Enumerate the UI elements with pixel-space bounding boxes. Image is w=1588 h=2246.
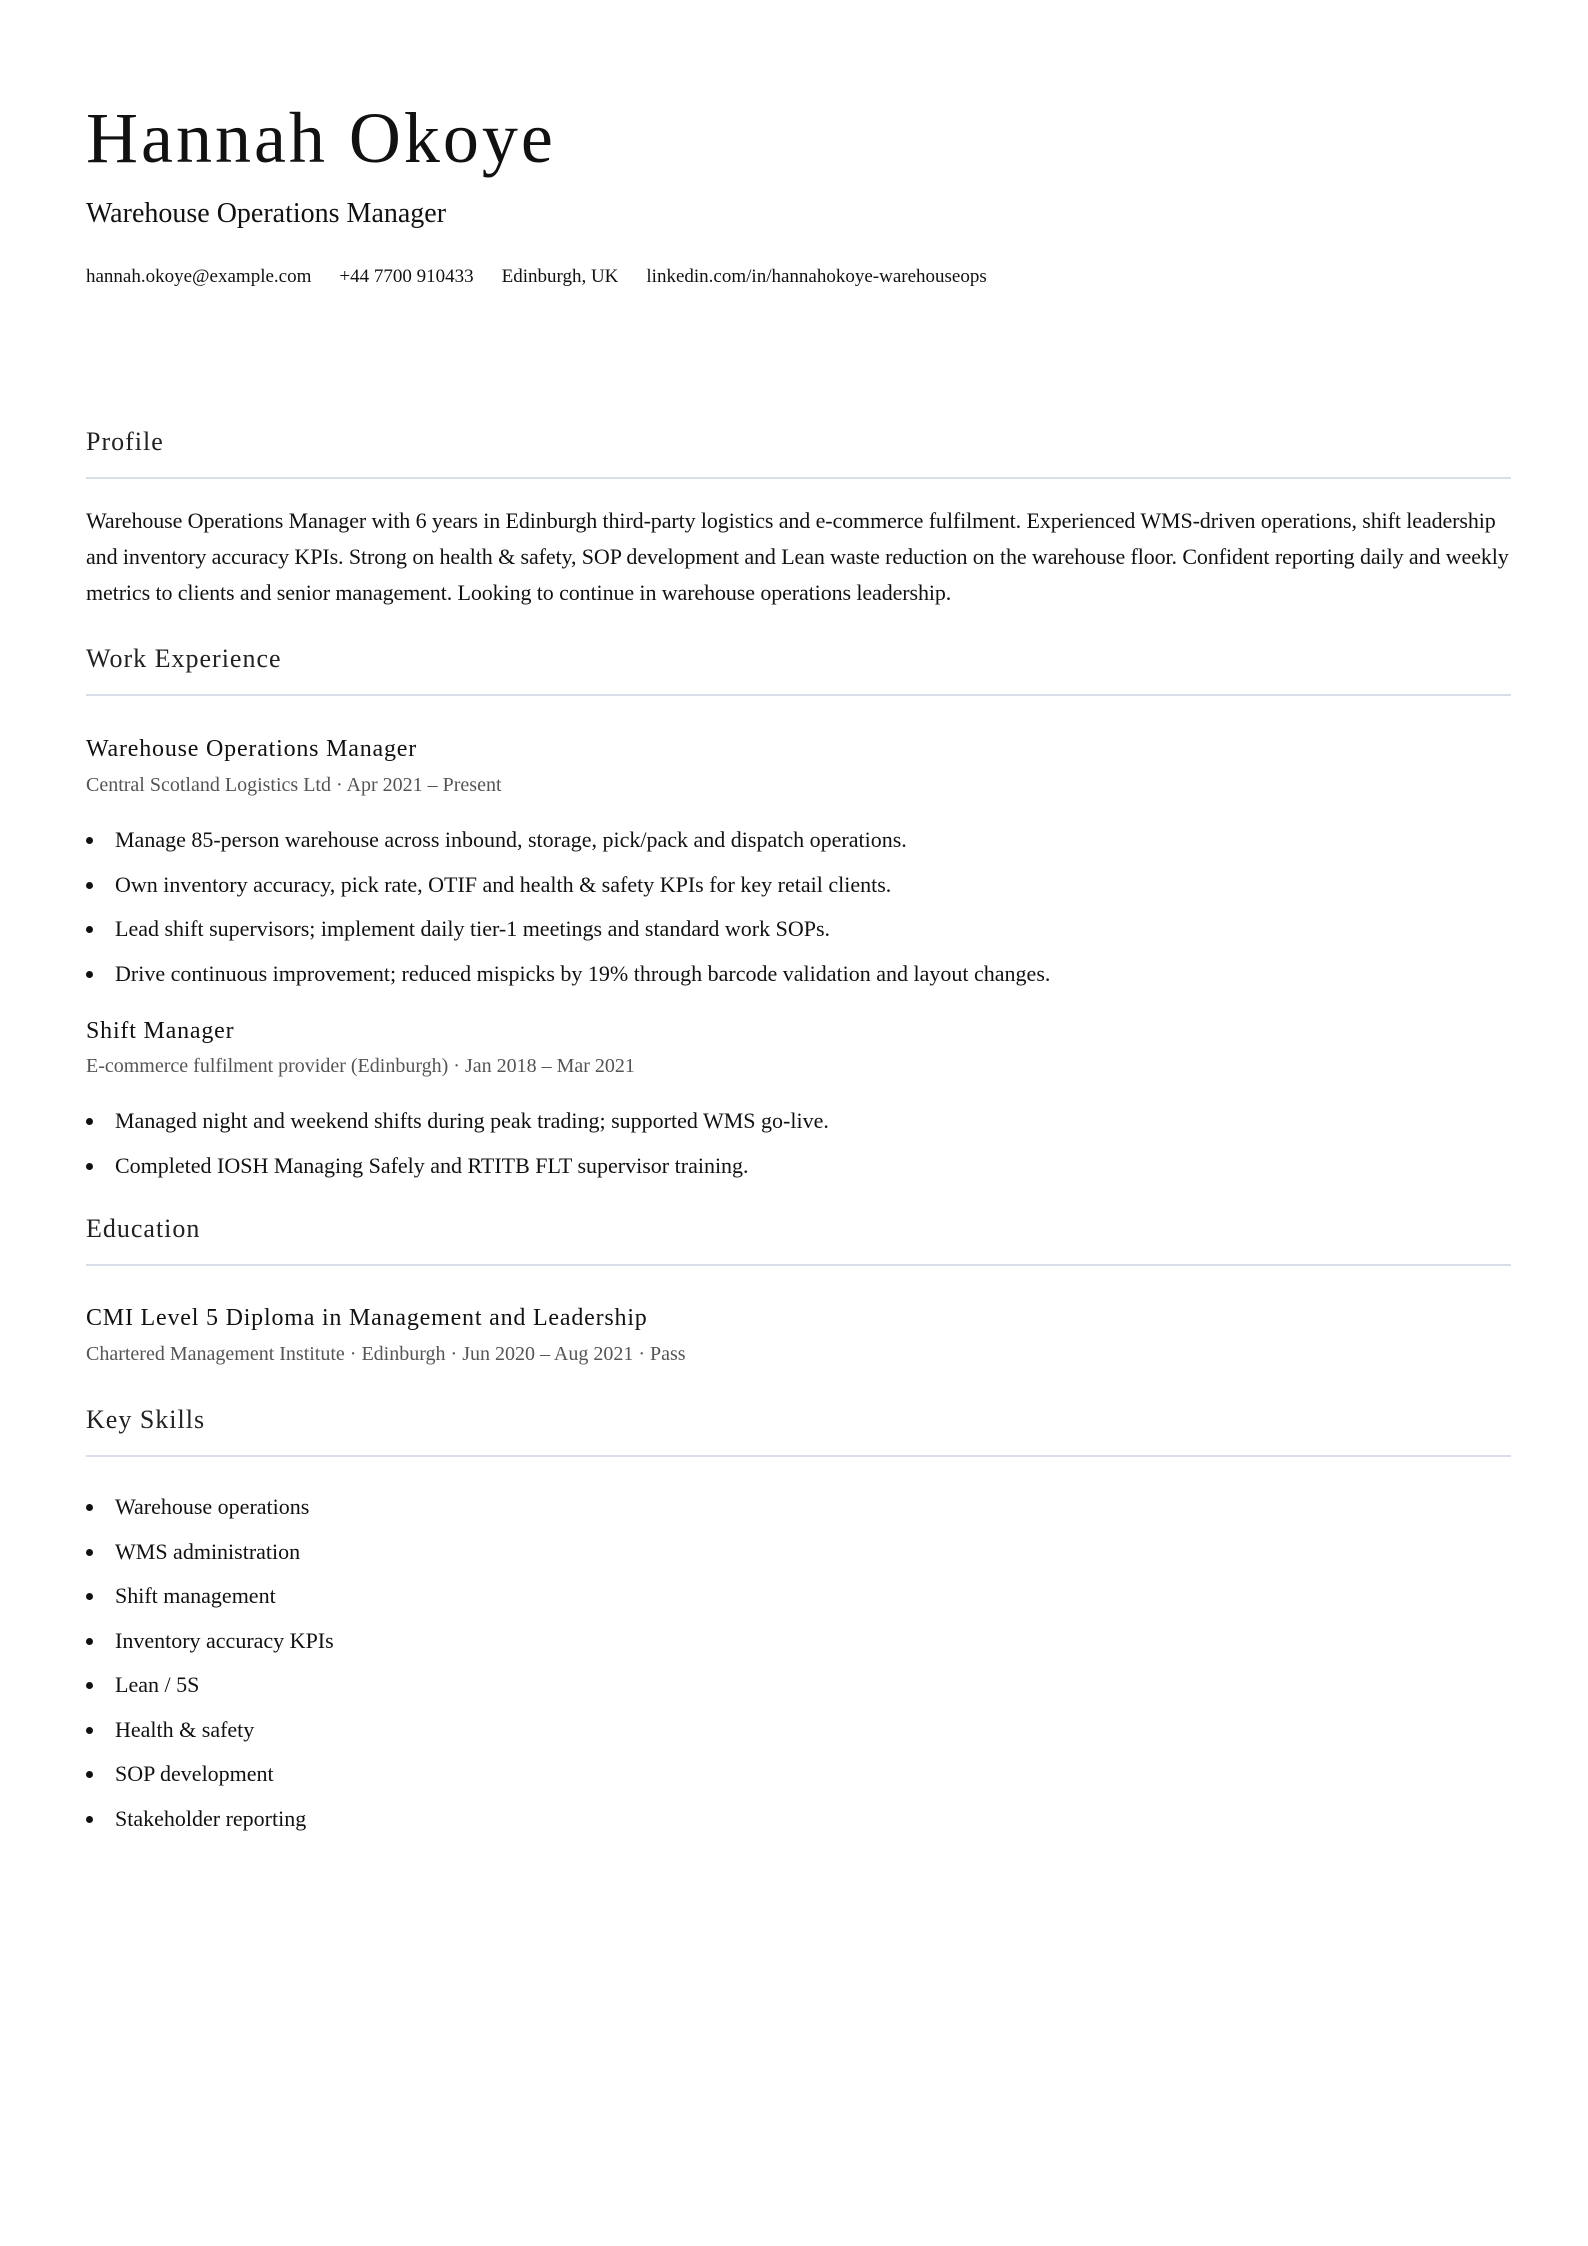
job-title: Shift Manager [86,1018,235,1044]
skill-item: Health & safety [86,1708,334,1753]
job-meta: E-commerce fulfilment provider (Edinburgh) · Jan 2018 – Mar 2021 [86,1055,635,1077]
section-title-education: Education [86,1214,201,1243]
candidate-role: Warehouse Operations Manager [86,198,447,229]
section-title-experience: Work Experience [86,644,282,673]
skill-item: SOP development [86,1752,334,1797]
job-meta: Central Scotland Logistics Ltd · Apr 2021 – Present [86,774,502,796]
education-title: CMI Level 5 Diploma in Management and Leadership [86,1305,648,1331]
profile-text: Warehouse Operations Manager with 6 years in Edinburgh third-party logistics and e-commerce fulfilment. Experienced WMS-driven operations, shift leadership and inventory accuracy KPIs. Strong on health & safety, SOP development and Lean waste reduction on the warehouse floor. Confident reporting daily and weekly metrics to clients and senior management. Looking to continue in warehouse operations leadership. [86,508,1509,605]
skill-item: Inventory accuracy KPIs [86,1619,334,1664]
list-item: Manage 85-person warehouse across inbound, storage, pick/pack and dispatch operations. [86,818,1050,863]
job-bullets [86,1099,829,1188]
contact-line [86,264,987,290]
education-meta: Chartered Management Institute · Edinburgh · Jun 2020 – Aug 2021 · Pass [86,1343,686,1365]
contact-phone[interactable]: +44 7700 910433 [339,266,474,287]
contact-linkedin[interactable]: linkedin.com/in/hannahokoye-warehouseops [646,266,987,287]
skills-list [86,1485,334,1841]
skill-item: Lean / 5S [86,1663,334,1708]
section-title-skills: Key Skills [86,1405,206,1434]
skill-item: WMS administration [86,1530,334,1575]
section-divider [86,1455,1511,1457]
list-item: Completed IOSH Managing Safely and RTITB FLT supervisor training. [86,1144,829,1189]
list-item: Own inventory accuracy, pick rate, OTIF and health & safety KPIs for key retail clients. [86,863,1050,908]
section-divider [86,694,1511,696]
contact-email[interactable]: hannah.okoye@example.com [86,266,312,287]
job-title: Warehouse Operations Manager [86,736,418,762]
section-divider [86,477,1511,479]
list-item: Managed night and weekend shifts during peak trading; supported WMS go-live. [86,1099,829,1144]
section-title-profile: Profile [86,427,164,456]
section-divider [86,1264,1511,1266]
list-item: Lead shift supervisors; implement daily tier-1 meetings and standard work SOPs. [86,907,1050,952]
list-item: Drive continuous improvement; reduced mispicks by 19% through barcode validation and layout changes. [86,952,1050,997]
job-bullets [86,818,1050,996]
contact-location: Edinburgh, UK [501,266,619,287]
skill-item: Warehouse operations [86,1485,334,1530]
skill-item: Shift management [86,1574,334,1619]
skill-item: Stakeholder reporting [86,1797,334,1842]
candidate-name: Hannah Okoye [86,98,556,178]
